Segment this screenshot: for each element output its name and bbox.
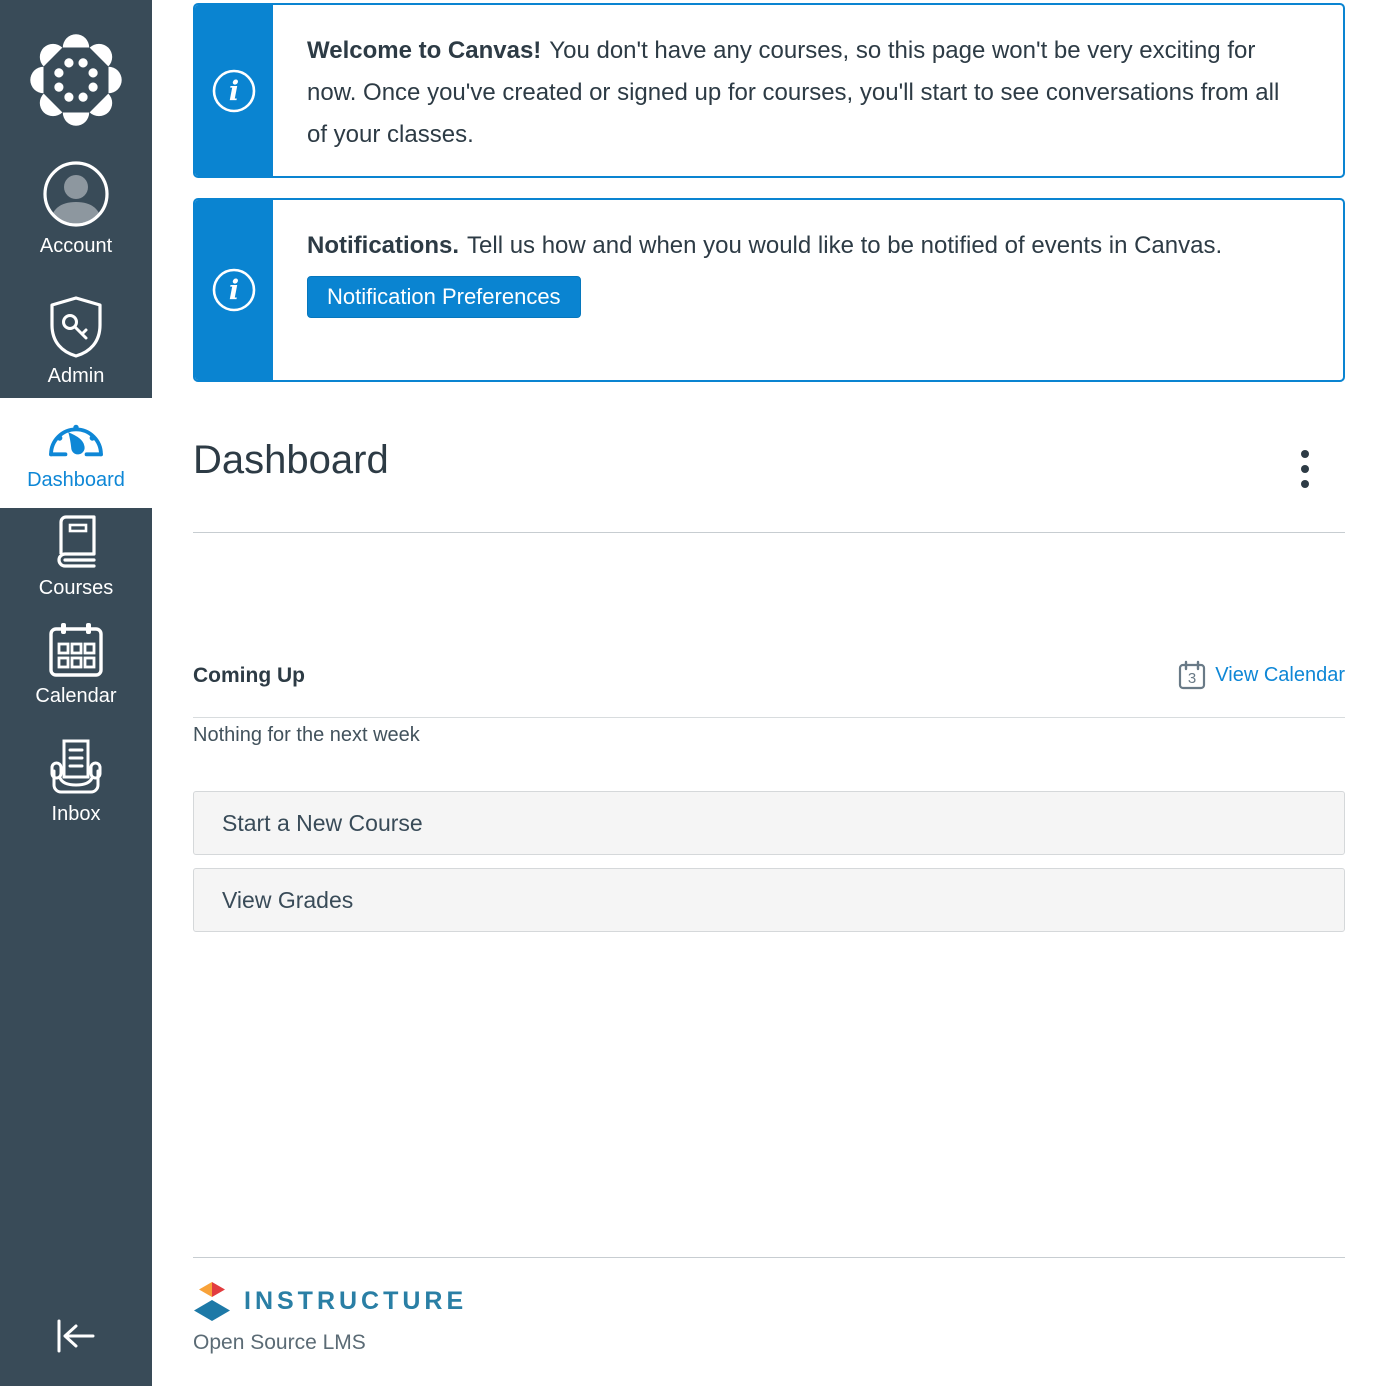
info-icon	[211, 68, 257, 114]
alert-body-text: Tell us how and when you would like to be notified of events in Canvas.	[467, 232, 1223, 259]
notification-preferences-button[interactable]: Notification Preferences	[307, 276, 581, 318]
sidebar-item-label: Admin	[47, 365, 105, 387]
coming-up-heading: Coming Up	[193, 663, 305, 687]
dashboard-gauge-icon	[45, 414, 107, 462]
divider	[193, 532, 1345, 533]
instructure-logo-icon	[193, 1281, 231, 1322]
notifications-alert	[193, 198, 1345, 382]
sidebar-item-courses[interactable]	[0, 514, 152, 600]
svg-text:i: i	[228, 75, 240, 107]
alert-message	[273, 200, 1260, 380]
footer-brand	[193, 1281, 467, 1322]
sidebar-item-label: Account	[39, 235, 113, 257]
svg-text:i: i	[228, 275, 240, 306]
kebab-menu-icon	[1300, 448, 1310, 492]
alert-message	[273, 5, 1343, 176]
coming-up-empty-message: Nothing for the next week	[193, 724, 420, 746]
shield-key-icon	[47, 296, 105, 358]
divider	[193, 717, 1345, 718]
view-calendar-link[interactable]	[1178, 660, 1345, 691]
divider	[193, 1257, 1345, 1258]
canvas-logo-icon[interactable]	[0, 34, 152, 126]
collapse-sidebar-button[interactable]	[0, 1312, 152, 1360]
view-calendar-label: View Calendar	[1215, 664, 1345, 686]
book-icon	[49, 514, 103, 570]
alert-body-text: You don't have any courses, so this page won't be very exciting for now. Once you've created or signed up for courses, you'll start to see conversations from all of your classes.	[307, 37, 1280, 148]
alert-accent-stripe	[195, 200, 273, 380]
alert-accent-stripe	[195, 5, 273, 176]
sidebar-item-inbox[interactable]	[0, 738, 152, 826]
account-avatar-icon	[42, 160, 110, 228]
view-grades-button[interactable]: View Grades	[193, 868, 1345, 932]
start-new-course-button[interactable]: Start a New Course	[193, 791, 1345, 855]
welcome-alert	[193, 3, 1345, 178]
alert-title: Welcome to Canvas!	[307, 37, 542, 64]
sidebar-item-admin[interactable]	[0, 296, 152, 388]
info-icon	[211, 267, 257, 313]
dashboard-options-menu-button[interactable]	[1300, 448, 1310, 492]
alert-title: Notifications.	[307, 232, 460, 259]
inbox-tray-icon	[47, 738, 105, 796]
sidebar-item-label: Calendar	[35, 685, 117, 707]
sidebar-item-label: Dashboard	[27, 469, 125, 491]
global-navigation	[0, 0, 152, 1386]
sidebar-item-account[interactable]	[0, 160, 152, 258]
footer-tagline: Open Source LMS	[193, 1331, 366, 1354]
svg-text:3: 3	[1188, 670, 1197, 687]
mini-calendar-icon	[1178, 660, 1206, 691]
instructure-wordmark: INSTRUCTURE	[244, 1287, 468, 1315]
page-title: Dashboard	[193, 438, 389, 482]
sidebar-item-calendar[interactable]	[0, 622, 152, 708]
dashboard-page	[152, 0, 1388, 1386]
calendar-icon	[48, 622, 104, 678]
sidebar-item-label: Inbox	[51, 803, 101, 825]
coming-up-header	[193, 660, 1345, 691]
sidebar-item-dashboard[interactable]	[0, 398, 152, 508]
sidebar-item-label: Courses	[38, 577, 114, 599]
